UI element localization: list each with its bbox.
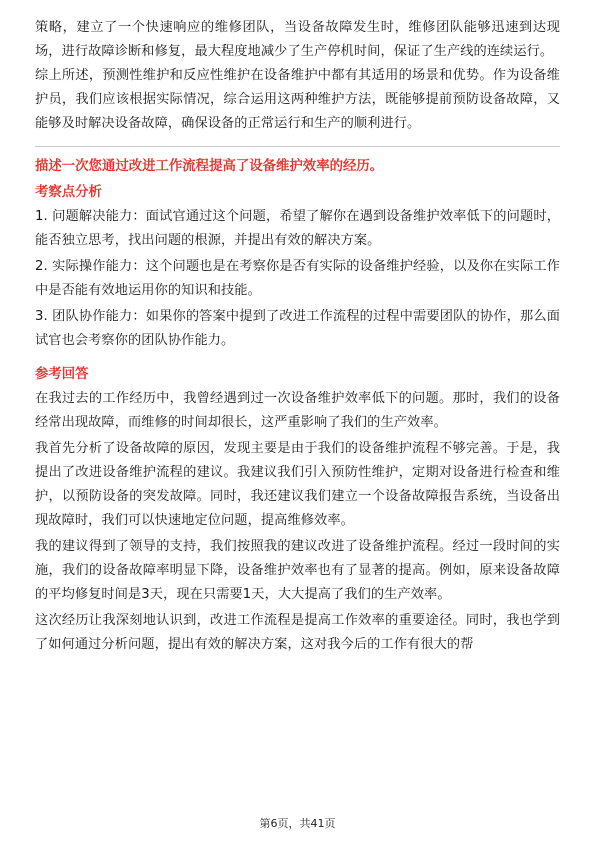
intro-paragraph: 综上所述，预测性维护和反应性维护在设备维护中都有其适用的场景和优势。作为设备维护员，我们应该根据实际情况，综合运用这两种维护方法，既能够提前预防设备故障，又能够及时解决设备故障，确保设备的正常运行和生产的顺利进行。 bbox=[35, 68, 560, 131]
answer-paragraph: 我的建议得到了领导的支持，我们按照我的建议改进了设备维护流程。经过一段时间的实施，我们的设备故障率明显下降，设备维护效率也有了显著的提高。例如，原来设备故障的平均修复时间是3天，现在只需要1天，大大提高了我们的生产效率。 bbox=[35, 539, 560, 602]
answer-paragraph: 我首先分析了设备故障的原因，发现主要是由于我们的设备维护流程不够完善。于是，我提出了改进设备维护流程的建议。我建议我们引入预防性维护，定期对设备进行检查和维护，以预防设备的突发故障。同时，我还建议我们建立一个设备故障报告系统，当设备出现故障时，我们可以快速地定位问题，提高维修效率。 bbox=[35, 441, 560, 528]
page-number: 第6页，共41页 bbox=[259, 817, 336, 830]
answer-paragraph: 这次经历让我深刻地认识到，改进工作流程是提高工作效率的重要途径。同时，我也学到了如何通过分析问题，提出有效的解决方案，这对我今后的工作有很大的帮 bbox=[35, 613, 560, 652]
answer-paragraph: 在我过去的工作经历中，我曾经遇到过一次设备维护效率低下的问题。那时，我们的设备经常出现故障，而维修的时间却很长，这严重影响了我们的生产效率。 bbox=[35, 391, 560, 430]
analysis-item: 1. 问题解决能力：面试官通过这个问题，希望了解你在遇到设备维护效率低下的问题时，能否独立思考，找出问题的根源，并提出有效的解决方案。 bbox=[35, 209, 560, 248]
analysis-item: 3. 团队协作能力：如果你的答案中提到了改进工作流程的过程中需要团队的协作，那么面试官也会考察你的团队协作能力。 bbox=[35, 309, 560, 348]
answer-title: 参考回答 bbox=[35, 367, 89, 382]
analysis-item: 2. 实际操作能力：这个问题也是在考察你是否有实际的设备维护经验，以及你在实际工作中是否能有效地运用你的知识和技能。 bbox=[35, 259, 560, 298]
document-page bbox=[35, 16, 560, 659]
section-divider bbox=[35, 146, 560, 147]
question-heading: 描述一次您通过改进工作流程提高了设备维护效率的经历。 bbox=[35, 159, 384, 174]
analysis-title: 考察点分析 bbox=[35, 185, 102, 200]
intro-paragraph: 策略，建立了一个快速响应的维修团队，当设备故障发生时，维修团队能够迅速到达现场，进行故障诊断和修复，最大程度地减少了生产停机时间，保证了生产线的连续运行。 bbox=[35, 20, 560, 59]
